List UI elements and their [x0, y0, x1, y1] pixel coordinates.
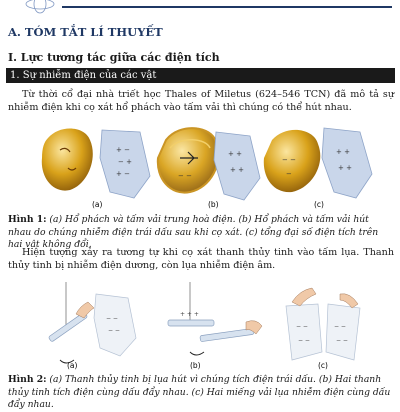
figure-2-label-b: (b) [190, 361, 201, 370]
figure-2b-rods-icon [168, 282, 262, 355]
figure-2 [40, 282, 370, 372]
figure-1c-amber-icon [264, 130, 321, 192]
svg-text:+ +: + + [338, 164, 352, 172]
atom-logo-icon [0, 0, 60, 16]
header-strip [0, 0, 400, 16]
figure-2a-hanging-rod-icon [48, 282, 136, 363]
svg-text:− −: − − [298, 337, 310, 344]
subsubsection-bar: 1. Sự nhiễm điện của các vật [6, 68, 395, 83]
figure-2-caption-label: Hình 2: [8, 374, 47, 385]
svg-text:−: − [286, 170, 292, 178]
svg-text:+ −: + − [116, 146, 130, 154]
figure-1b-cloth-icon [214, 132, 260, 200]
figure-2-label-c: (c) [318, 361, 328, 370]
figure-1-label-a: (a) [92, 200, 103, 209]
figure-1-label-b: (b) [208, 200, 219, 209]
section-title: A. TÓM TẮT LÍ THUYẾT [8, 25, 163, 39]
svg-text:− −: − − [282, 156, 296, 164]
figure-2-caption [8, 374, 394, 412]
figure-1-caption-label: Hình 1: [8, 214, 47, 225]
figure-2-caption-text: (a) Thanh thủy tinh bị lụa hút vì chúng tích điện trái dấu. (b) Hai thanh thủy tinh tích điện cùng dấu đẩy nhau. (c) Hai miếng vải lụa nhiễm điện cùng dấu đẩy nhau. [8, 374, 391, 410]
svg-text:+ + +: + + + [180, 311, 199, 318]
svg-text:− −: − − [296, 323, 308, 330]
svg-text:+ −: + − [116, 170, 130, 178]
svg-text:− −: − − [334, 323, 346, 330]
svg-text:− −: − − [178, 172, 192, 180]
figure-1b-amber-icon [158, 128, 218, 192]
svg-text:− +: − + [118, 158, 132, 166]
subsection-title: I. Lực tương tác giữa các điện tích [8, 51, 220, 64]
figure-1c-cloth-icon [322, 128, 372, 198]
figure-1 [30, 118, 380, 210]
svg-text:− −: − − [106, 315, 118, 322]
svg-text:− −: − − [108, 327, 120, 334]
svg-text:− −: − − [336, 337, 348, 344]
figure-1a-amber-icon [42, 128, 93, 190]
header-rule [62, 6, 392, 8]
figure-2c-silk-icon [286, 288, 360, 360]
paragraph-2-text: Hiện tượng xảy ra tương tự khi cọ xát thanh thủy tinh vào tấm lụa. Thanh thủy tinh bị nhiễm điện dương, còn lụa nhiễm điện âm. [8, 247, 394, 271]
figure-1-caption-text: (a) Hổ phách và tấm vải trung hoà điện. (b) Hổ phách và tấm vải hút nhau do chúng nhiễm điện trái dấu sau khi cọ xát. (c) tổng đại số điện tích trên hai vật không đổi. [8, 214, 379, 250]
svg-text:+ +: + + [228, 150, 242, 158]
figure-1-label-c: (c) [314, 200, 324, 209]
figure-2-label-a: (a) [67, 361, 78, 370]
figure-1a-cloth-icon [100, 130, 150, 198]
svg-text:+ +: + + [230, 166, 244, 174]
paragraph-2 [8, 246, 394, 272]
paragraph-1-text: Từ thời cổ đại nhà triết học Thales of Miletus (624–546 TCN) đã mô tả sự nhiễm điện khi cọ xát hổ phách vào tấm vải thì chúng có thể hút nhau. [8, 89, 394, 113]
paragraph-1 [8, 88, 394, 114]
svg-text:+ +: + + [336, 148, 350, 156]
